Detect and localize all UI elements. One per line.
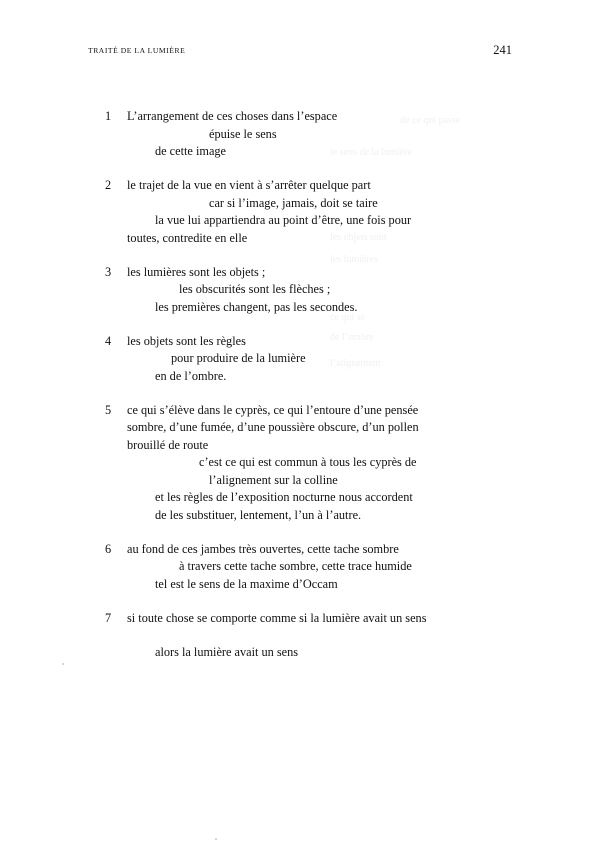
poem-line: la vue lui appartiendra au point d’être, une fois pour [155, 213, 412, 227]
poem-line: c’est ce qui est commun à tous les cyprès de [199, 455, 417, 469]
poem-line: tel est le sens de la maxime d’Occam [155, 576, 338, 591]
stanza-lines [127, 177, 505, 247]
poem-body [105, 108, 505, 678]
stanza-lines [127, 541, 505, 594]
stanza-number: 6 [105, 541, 112, 556]
poem-line: en de l’ombre. [155, 368, 227, 383]
paper-speck [62, 663, 64, 665]
bleed-through-text: les objets sont [330, 232, 387, 243]
stanza-lines [127, 108, 505, 161]
bleed-through-text: ce qui se [330, 312, 365, 323]
stanza [105, 108, 505, 161]
poem-line: le trajet de la vue en vient à s’arrêter quelque part [127, 178, 371, 192]
poem-line: alors la lumière avait un sens [155, 645, 299, 659]
stanza [105, 402, 505, 525]
poem-line: au fond de ces jambes très ouvertes, cette tache sombre [127, 541, 399, 556]
stanza-lines [127, 610, 505, 662]
stanza-number: 2 [105, 178, 112, 192]
poem-line: de cette image [155, 144, 227, 158]
bleed-through-text: l’alignement [330, 358, 381, 369]
poem-line: ce qui s’élève dans le cyprès, ce qui l’entoure d’une pensée [127, 402, 419, 417]
poem-line: à travers cette tache sombre, cette trace humide [179, 559, 412, 573]
page-number: 241 [493, 43, 512, 57]
bleed-through-text: les lumières [330, 254, 379, 265]
poem-line: les premières changent, pas les secondes. [155, 299, 358, 314]
stanza-number: 3 [105, 264, 112, 279]
running-head: TRAITÉ DE LA LUMIÈRE [88, 46, 186, 55]
paper-speck [215, 838, 217, 840]
poem-line: les obscurités sont les flèches ; [179, 282, 331, 296]
bleed-through-text: le sens de la lumière [330, 147, 412, 158]
poem-line: l’alignement sur la colline [209, 472, 338, 487]
poem-line: épuise le sens [209, 126, 277, 141]
poem-line: les objets sont les règles [127, 333, 246, 348]
stanza-number: 5 [105, 402, 112, 417]
poem-line: les lumières sont les objets ; [127, 264, 266, 279]
poem-line: car si l’image, jamais, doit se taire [209, 195, 378, 210]
poem-line: L’arrangement de ces choses dans l’espace [127, 109, 338, 123]
stanza-lines [127, 264, 505, 317]
bleed-through-text: de ce qui passe [400, 115, 461, 126]
poem-line: brouillé de route [127, 437, 209, 452]
stanza [105, 541, 505, 594]
stanza [105, 333, 505, 386]
poem-line: toutes, contredite en elle [127, 230, 248, 245]
stanza-lines [127, 402, 505, 525]
poem-line: de les substituer, lentement, l’un à l’autre. [155, 507, 362, 522]
stanza-number: 4 [105, 333, 112, 348]
stanza-lines [127, 333, 505, 386]
stanza [105, 610, 505, 662]
poem-line: et les règles de l’exposition nocturne nous accordent [155, 490, 413, 504]
bleed-through-text: de l’ombre [330, 332, 374, 343]
stanza-number: 1 [105, 109, 112, 123]
poem-line: sombre, d’une fumée, d’une poussière obscure, d’un pollen [127, 420, 419, 434]
stanza [105, 264, 505, 317]
stanza [105, 177, 505, 247]
poem-line: pour produire de la lumière [171, 351, 306, 365]
stanza-number: 7 [105, 610, 112, 625]
poem-line: si toute chose se comporte comme si la lumière avait un sens [127, 610, 427, 625]
